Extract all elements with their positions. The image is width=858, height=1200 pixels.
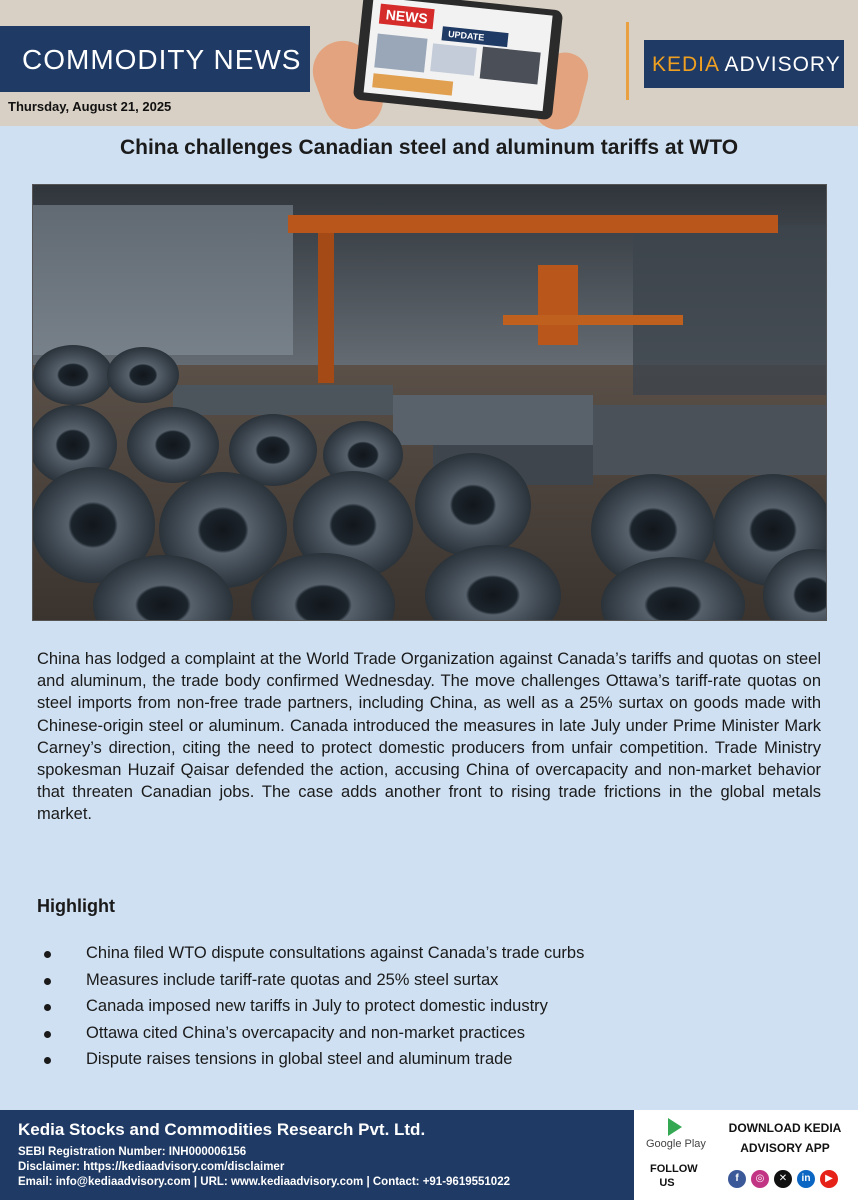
tablet-update-label: UPDATE bbox=[441, 26, 508, 47]
brand-logo bbox=[652, 53, 841, 77]
youtube-icon[interactable]: ▶ bbox=[820, 1170, 838, 1188]
section-title: COMMODITY NEWS bbox=[22, 44, 302, 75]
highlight-text: Canada imposed new tariffs in July to protect domestic industry bbox=[86, 997, 548, 1016]
crane-rail bbox=[503, 315, 683, 325]
steel-warehouse-image bbox=[32, 184, 827, 621]
steel-warehouse-illustration bbox=[33, 185, 827, 621]
news-tablet-illustration bbox=[353, 0, 563, 120]
x-icon[interactable]: ✕ bbox=[774, 1170, 792, 1188]
follow-us-label: FOLLOW US bbox=[650, 1163, 698, 1189]
crane-beam bbox=[288, 215, 778, 233]
linkedin-icon[interactable]: in bbox=[797, 1170, 815, 1188]
highlight-text: Ottawa cited China’s overcapacity and non-market practices bbox=[86, 1023, 525, 1042]
brand-divider bbox=[626, 22, 629, 100]
google-play-label[interactable]: Google Play bbox=[646, 1138, 706, 1150]
highlight-list bbox=[44, 940, 584, 1073]
facebook-icon[interactable]: f bbox=[728, 1170, 746, 1188]
highlight-item bbox=[44, 1020, 584, 1047]
tablet-chart-block bbox=[430, 43, 477, 75]
bullet-icon bbox=[44, 1004, 51, 1011]
article-body: China has lodged a complaint at the World Trade Organization against Canada’s tariffs and quotas on steel and aluminum, the trade body confirmed Wednesday. The move challenges Ottawa’s tariff-rate quotas on steel imports from non-free trade partners, including China, as well as a 25% surtax on goods made with Chinese-origin steel or aluminum. Canada introduced the measures in late July under Prime Minister Mark Carney’s direction, citing the need to protect domestic producers from unfair competition. Trade Ministry spokesman Huzaif Qaisar defended the action, accusing China of overcapacity and non-market behavior that threaten Canadian jobs. The case adds another front to rising trade frictions in the global metals market. bbox=[37, 650, 821, 824]
google-play-icon[interactable] bbox=[668, 1118, 682, 1136]
highlight-text: China filed WTO dispute consultations against Canada’s trade curbs bbox=[86, 944, 585, 962]
instagram-icon[interactable]: ◎ bbox=[751, 1170, 769, 1188]
highlight-text: Measures include tariff-rate quotas and 25% steel surtax bbox=[86, 970, 499, 989]
crane-leg-left bbox=[318, 233, 334, 383]
bullet-icon bbox=[44, 1031, 51, 1038]
highlight-item bbox=[44, 1046, 584, 1073]
bullet-icon bbox=[44, 978, 51, 985]
brand-part-kedia: KEDIA bbox=[652, 53, 719, 76]
bullet-icon bbox=[44, 1057, 51, 1064]
footer-contact[interactable]: Email: info@kediaadvisory.com | URL: www.kediaadvisory.com | Contact: +91-9619551022 bbox=[18, 1176, 510, 1188]
crane-hook bbox=[538, 265, 578, 345]
footer-company-name: Kedia Stocks and Commodities Research Pvt. Ltd. bbox=[18, 1120, 426, 1139]
tablet-news-label: NEWS bbox=[379, 4, 435, 30]
publish-date: Thursday, August 21, 2025 bbox=[8, 99, 172, 114]
article-headline: China challenges Canadian steel and aluminum tariffs at WTO bbox=[119, 136, 739, 159]
highlight-item bbox=[44, 967, 584, 994]
bullet-icon bbox=[44, 951, 51, 958]
download-app-label: DOWNLOAD KEDIA ADVISORY APP bbox=[728, 1121, 842, 1155]
brand-part-advisory: ADVISORY bbox=[718, 53, 841, 76]
highlight-heading: Highlight bbox=[37, 896, 115, 916]
tablet-map-block bbox=[480, 47, 541, 85]
left-windows bbox=[33, 205, 293, 355]
highlight-item bbox=[44, 993, 584, 1020]
highlight-text: Dispute raises tensions in global steel and aluminum trade bbox=[86, 1050, 513, 1069]
footer-disclaimer-link[interactable]: Disclaimer: https://kediaadvisory.com/disclaimer bbox=[18, 1161, 285, 1173]
tablet-bars-block bbox=[372, 73, 453, 95]
tablet-photo-block bbox=[374, 33, 427, 72]
tablet-screen bbox=[364, 0, 553, 111]
highlight-item bbox=[44, 940, 584, 967]
footer-sebi: SEBI Registration Number: INH000006156 bbox=[18, 1146, 247, 1158]
right-wall bbox=[633, 225, 827, 395]
